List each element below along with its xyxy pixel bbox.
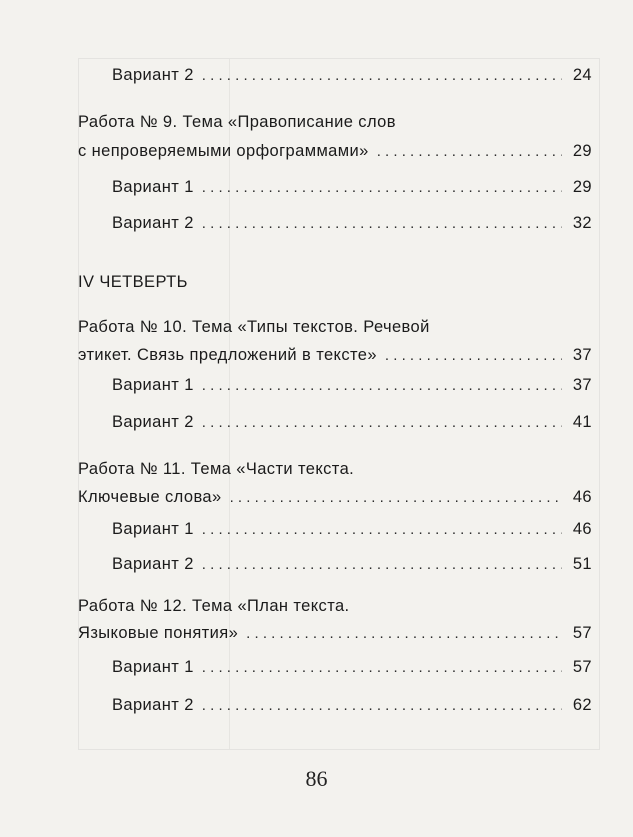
toc-heading-work-12-line-2[interactable] bbox=[78, 619, 592, 647]
toc-heading-work-10-line-2[interactable] bbox=[78, 341, 592, 369]
toc-entry-variant-2[interactable] bbox=[112, 550, 592, 578]
toc-heading-text: Работа № 12. Тема «План текста. bbox=[78, 597, 350, 615]
toc-heading-work-11-line-1[interactable] bbox=[78, 455, 592, 483]
toc-leader-dots bbox=[385, 342, 562, 370]
toc-leader-dots bbox=[377, 138, 562, 166]
toc-leader-dots bbox=[202, 62, 562, 90]
toc-leader-dots bbox=[246, 620, 562, 648]
toc-leader-dots bbox=[202, 551, 562, 579]
toc-section-title: IV ЧЕТВЕРТЬ bbox=[78, 273, 188, 291]
toc-heading-text: этикет. Связь предложений в тексте» bbox=[78, 346, 377, 364]
toc-heading-text: с непроверяемыми орфограммами» bbox=[78, 142, 369, 160]
toc-heading-text: Языковые понятия» bbox=[78, 624, 239, 642]
toc-entry-label: Вариант 2 bbox=[112, 413, 194, 431]
toc-leader-dots bbox=[202, 692, 562, 720]
toc-heading-work-9-line-2[interactable] bbox=[78, 137, 592, 165]
toc-entry-variant-1[interactable] bbox=[112, 173, 592, 201]
toc-entry-label: Вариант 2 bbox=[112, 696, 194, 714]
toc-page-number: 51 bbox=[572, 555, 592, 573]
toc-entry-variant-1[interactable] bbox=[112, 371, 592, 399]
toc-heading-text: Работа № 11. Тема «Части текста. bbox=[78, 460, 355, 478]
toc-heading-work-9-line-1[interactable] bbox=[78, 108, 592, 136]
toc-entry-label: Вариант 2 bbox=[112, 555, 194, 573]
toc-entry-label: Вариант 1 bbox=[112, 178, 194, 196]
toc-entry-variant-2[interactable] bbox=[112, 408, 592, 436]
toc-leader-dots bbox=[202, 210, 562, 238]
toc-page-number: 46 bbox=[572, 488, 592, 506]
toc-page-number: 37 bbox=[572, 376, 592, 394]
toc-page-number: 46 bbox=[572, 520, 592, 538]
toc-heading-text: Работа № 9. Тема «Правописание слов bbox=[78, 113, 396, 131]
toc-entry-variant-1[interactable] bbox=[112, 515, 592, 543]
toc-heading-text: Ключевые слова» bbox=[78, 488, 222, 506]
toc-page-number: 24 bbox=[572, 66, 592, 84]
toc-heading-work-10-line-1[interactable] bbox=[78, 313, 592, 341]
toc-leader-dots bbox=[230, 484, 562, 512]
toc-entry-label: Вариант 1 bbox=[112, 658, 194, 676]
toc-entry-variant-2[interactable] bbox=[112, 61, 592, 89]
toc-entry-variant-2[interactable] bbox=[112, 691, 592, 719]
toc-leader-dots bbox=[202, 409, 562, 437]
toc-heading-work-11-line-2[interactable] bbox=[78, 483, 592, 511]
toc-entry-label: Вариант 2 bbox=[112, 214, 194, 232]
toc-page-number: 29 bbox=[572, 178, 592, 196]
toc-page-number: 29 bbox=[572, 142, 592, 160]
toc-leader-dots bbox=[202, 174, 562, 202]
toc-entry-variant-2[interactable] bbox=[112, 209, 592, 237]
toc-page-number: 57 bbox=[572, 624, 592, 642]
toc-leader-dots bbox=[202, 372, 562, 400]
toc-entry-variant-1[interactable] bbox=[112, 653, 592, 681]
page-number: 86 bbox=[305, 766, 328, 791]
toc-leader-dots bbox=[202, 516, 562, 544]
toc-page-number: 62 bbox=[572, 696, 592, 714]
toc-entry-label: Вариант 2 bbox=[112, 66, 194, 84]
toc-heading-text: Работа № 10. Тема «Типы текстов. Речевой bbox=[78, 318, 430, 336]
toc-entry-label: Вариант 1 bbox=[112, 376, 194, 394]
toc-page-number: 57 bbox=[572, 658, 592, 676]
toc-heading-work-12-line-1[interactable] bbox=[78, 592, 592, 620]
toc-section-quarter-4[interactable] bbox=[78, 268, 592, 296]
toc-page-number: 32 bbox=[572, 214, 592, 232]
toc-leader-dots bbox=[202, 654, 562, 682]
toc-entry-label: Вариант 1 bbox=[112, 520, 194, 538]
toc-page-number: 37 bbox=[572, 346, 592, 364]
toc-page-number: 41 bbox=[572, 413, 592, 431]
